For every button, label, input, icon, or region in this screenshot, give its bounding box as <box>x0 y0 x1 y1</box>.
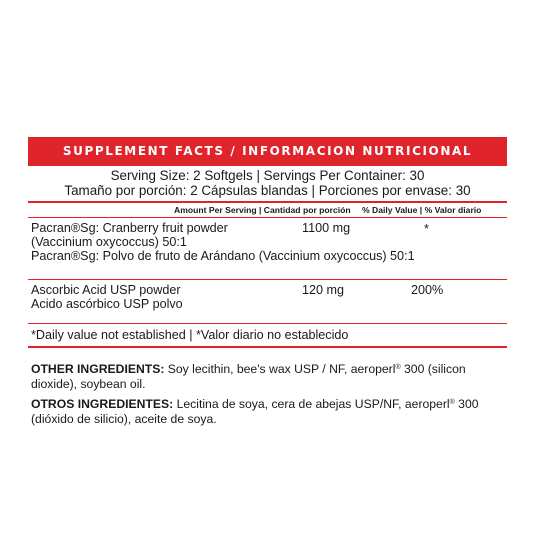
ingredients-text: 300 (silicon dioxide), soybean oil. <box>31 362 466 391</box>
nutrient-row-ascorbic <box>28 280 507 323</box>
nutrient-name-line: Ascorbic Acid USP powder <box>31 283 181 297</box>
daily-value-footnote: *Daily value not established | *Valor diario no establecido <box>31 328 349 342</box>
registered-mark: ® <box>395 364 401 371</box>
nutrient-row-pacran <box>28 218 507 279</box>
nutrient-amount: 120 mg <box>302 283 345 297</box>
nutrient-daily-value: * <box>424 222 429 236</box>
registered-mark: ® <box>449 399 455 406</box>
nutrient-name-line: Pacran®Sg: Polvo de fruto de Arándano (Vaccinium oxycoccus) 50:1 <box>31 249 415 263</box>
nutrient-name-line: Pacran®Sg: Cranberry fruit powder <box>31 221 228 235</box>
ingredients-text: 300 (dióxido de silicio), aceite de soya. <box>31 397 479 426</box>
supplement-facts-panel <box>28 137 507 431</box>
serving-info <box>28 166 507 201</box>
amount-column-header: Amount Per Serving | Cantidad por porción <box>174 205 351 215</box>
divider-thick <box>28 346 507 348</box>
ingredients-text: Lecitina de soya, cera de abejas USP/NF, aeroperl <box>173 397 450 411</box>
column-headers <box>28 203 507 217</box>
daily-value-column-header: % Daily Value | % Valor diario <box>362 205 482 215</box>
ingredients-text: Soy lecithin, bee's wax USP / NF, aeroperl <box>164 362 396 376</box>
ingredients-label: OTHER INGREDIENTS: <box>31 362 165 376</box>
nutrient-amount: 1100 mg <box>302 221 351 235</box>
other-ingredients-es <box>31 396 503 426</box>
ingredients-section <box>28 361 507 426</box>
serving-size-es: Tamaño por porción: 2 Cápsulas blandas | Porciones por envase: 30 <box>64 182 471 198</box>
nutrient-name-line: (Vaccinium oxycoccus) 50:1 <box>31 235 187 249</box>
nutrient-daily-value: 200% <box>411 283 444 297</box>
panel-title: SUPPLEMENT FACTS / INFORMACION NUTRICIONAL <box>28 137 507 166</box>
other-ingredients-en <box>31 361 503 391</box>
nutrient-description <box>31 283 183 311</box>
nutrient-name-line: Acido ascórbico USP polvo <box>31 297 183 311</box>
serving-size-en: Serving Size: 2 Softgels | Servings Per Container: 30 <box>110 168 425 183</box>
ingredients-label: OTROS INGREDIENTES: <box>31 397 174 411</box>
nutrient-description <box>31 221 415 263</box>
